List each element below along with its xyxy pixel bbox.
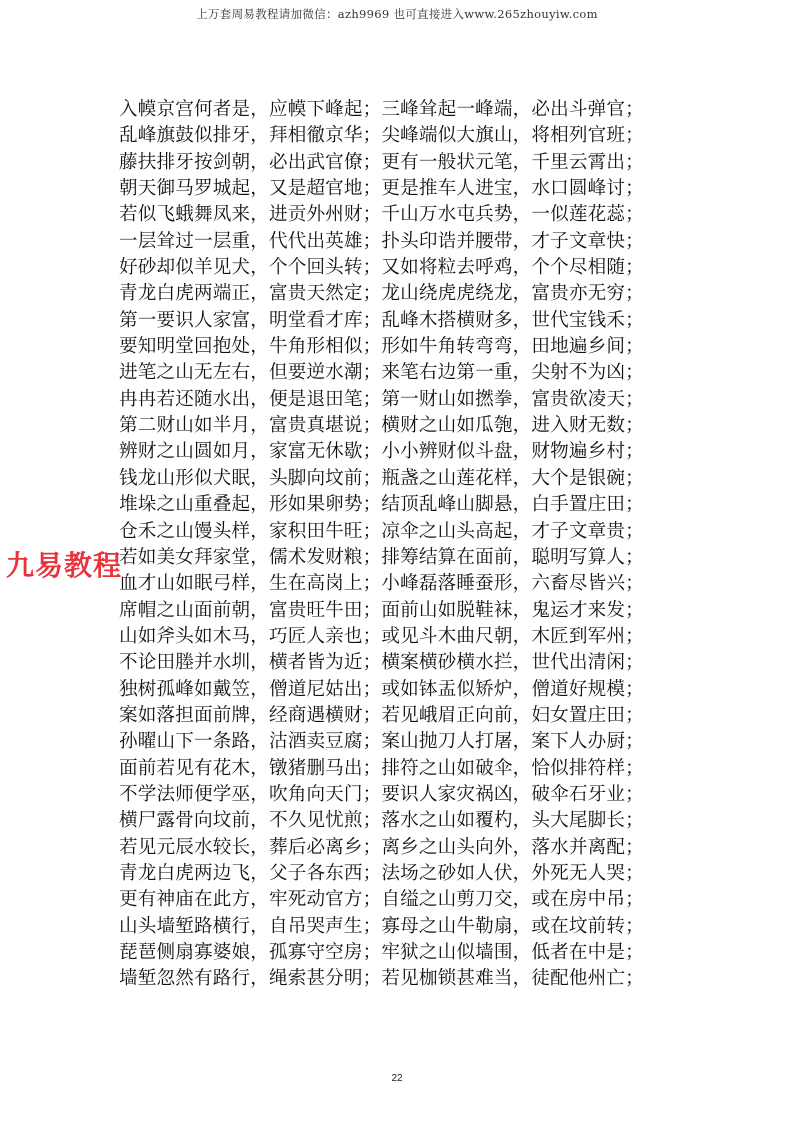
- verse-line: 乱峰旗鼓似排牙，拜相徹京华；尖峰端似大旗山，将相列官班；: [119, 125, 644, 147]
- verse-line: 案如落担面前牌，经商遇横财；若见峨眉正向前，妇女置庄田；: [119, 704, 644, 726]
- verse-line: 琵琶侧扇寡婆娘，孤寡守空房；牢狱之山似墙围，低者在中是；: [119, 942, 644, 963]
- verse-line: 好砂却似羊见犬，个个回头转；又如将粒去呼鸡，个个尽相随；: [119, 257, 644, 279]
- verse-line: 若如美女拜家堂，儒术发财粮；排筹结算在面前，聪明写算人；: [119, 546, 644, 568]
- verse-line: 若见元辰水较长，葬后必离乡；离乡之山头向外，落水并离配；: [119, 836, 644, 858]
- verse-line: 青龙白虎两端正，富贵天然定；龙山绕虎虎绕龙，富贵亦无穷；: [119, 283, 644, 305]
- verse-line: 面前若见有花木，镦猪删马出；排符之山如破伞，恰似排符样；: [119, 757, 644, 779]
- verse-line: 钱龙山形似犬眠，头脚向坟前；瓶盏之山莲花样，大个是银碗；: [119, 467, 644, 489]
- verse-line: 入幙京宫何者是，应幙下峰起；三峰耸起一峰端，必出斗弹官；: [119, 99, 644, 120]
- verse-line: 山头墙堑路横行，自吊哭声生；寡母之山牛勒扇，或在坟前转；: [119, 915, 644, 937]
- verse-line: 第一要识人家富，明堂看才库；乱峰木搭横财多，世代宝钱禾；: [119, 309, 644, 331]
- verse-line: 朝天御马罗城起，又是超官地；更是推车人进宝，水口圆峰讨；: [119, 178, 644, 200]
- verse-line: 不学法师便学巫，吹角向天门；要识人家灾祸凶，破伞石牙业；: [119, 783, 644, 805]
- verse-line: 更有神庙在此方，牢死动官方；自缢之山剪刀交，或在房中吊；: [119, 889, 644, 911]
- verse-line: 血才山如眠弓样，生在高岗上；小峰磊落睡蚕形，六畜尽皆兴；: [119, 573, 644, 595]
- verse-line: 孙曜山下一条路，沽酒卖豆腐；案山抛刀人打屠，案下人办厨；: [119, 731, 644, 753]
- verse-line: 要知明堂回抱处，牛角形相似；形如牛角转弯弯，田地遍乡间；: [119, 336, 644, 358]
- watermark-stamp: 九易教程: [6, 549, 123, 582]
- page-header: 上万套周易教程请加微信：azh9969 也可直接进入www.265zhouyiw.com: [196, 7, 598, 21]
- verse-text-block: [119, 97, 644, 993]
- verse-line: 一层耸过一层重，代代出英雄；扑头印诰并腰带，才子文章快；: [119, 230, 644, 252]
- verse-line: 席帽之山面前朝，富贵旺牛田；面前山如脱鞋袜，鬼运才来发；: [119, 599, 644, 621]
- verse-line: 横尸露骨向坟前，不久见忧煎；落水之山如覆杓，头大尾脚长；: [119, 810, 644, 832]
- verse-line: 辨财之山圆如月，家富无休歇；小小辨财似斗盘，财物遍乡村；: [119, 441, 644, 463]
- verse-line: 第二财山如半月，富贵真堪说；横财之山如瓜匏，进入财无数；: [119, 415, 644, 437]
- verse-line: 山如斧头如木马，巧匠人亲也；或见斗木曲尺朝，木匠到军州；: [119, 625, 644, 647]
- verse-line: 若似飞蛾舞凤来，进贡外州财；千山万水屯兵势，一似莲花蕊；: [119, 204, 644, 226]
- verse-line: 藤扶排牙按剑朝，必出武官僚；更有一般状元笔，千里云霄出；: [119, 151, 644, 173]
- verse-line: 青龙白虎两边飞，父子各东西；法场之砂如人伏，外死无人哭；: [119, 862, 644, 884]
- verse-line: 仓禾之山馒头样，家积田牛旺；凉伞之山头高起，才子文章贵；: [119, 520, 644, 542]
- verse-line: 墙堑忽然有路行，绳索甚分明；若见枷锁甚难当，徒配他州亡；: [119, 968, 644, 990]
- page-number: 22: [391, 1073, 403, 1084]
- verse-line: 不论田塍并水圳，横者皆为近；横案横砂横水拦，世代出清闲；: [119, 652, 644, 674]
- verse-line: 独树孤峰如戴笠，僧道尼姑出；或如钵盂似矫炉，僧道好规模；: [119, 678, 644, 700]
- verse-line: 堆垛之山重叠起，形如果卵势；结顶乱峰山脚悬，白手置庄田；: [119, 494, 644, 516]
- verse-line: 冉冉若还随水出，便是退田笔；第一财山如撚拳，富贵欲凌天；: [119, 388, 644, 410]
- verse-line: 进笔之山无左右，但要逆水潮；来笔右边第一重，尖射不为凶；: [119, 362, 644, 384]
